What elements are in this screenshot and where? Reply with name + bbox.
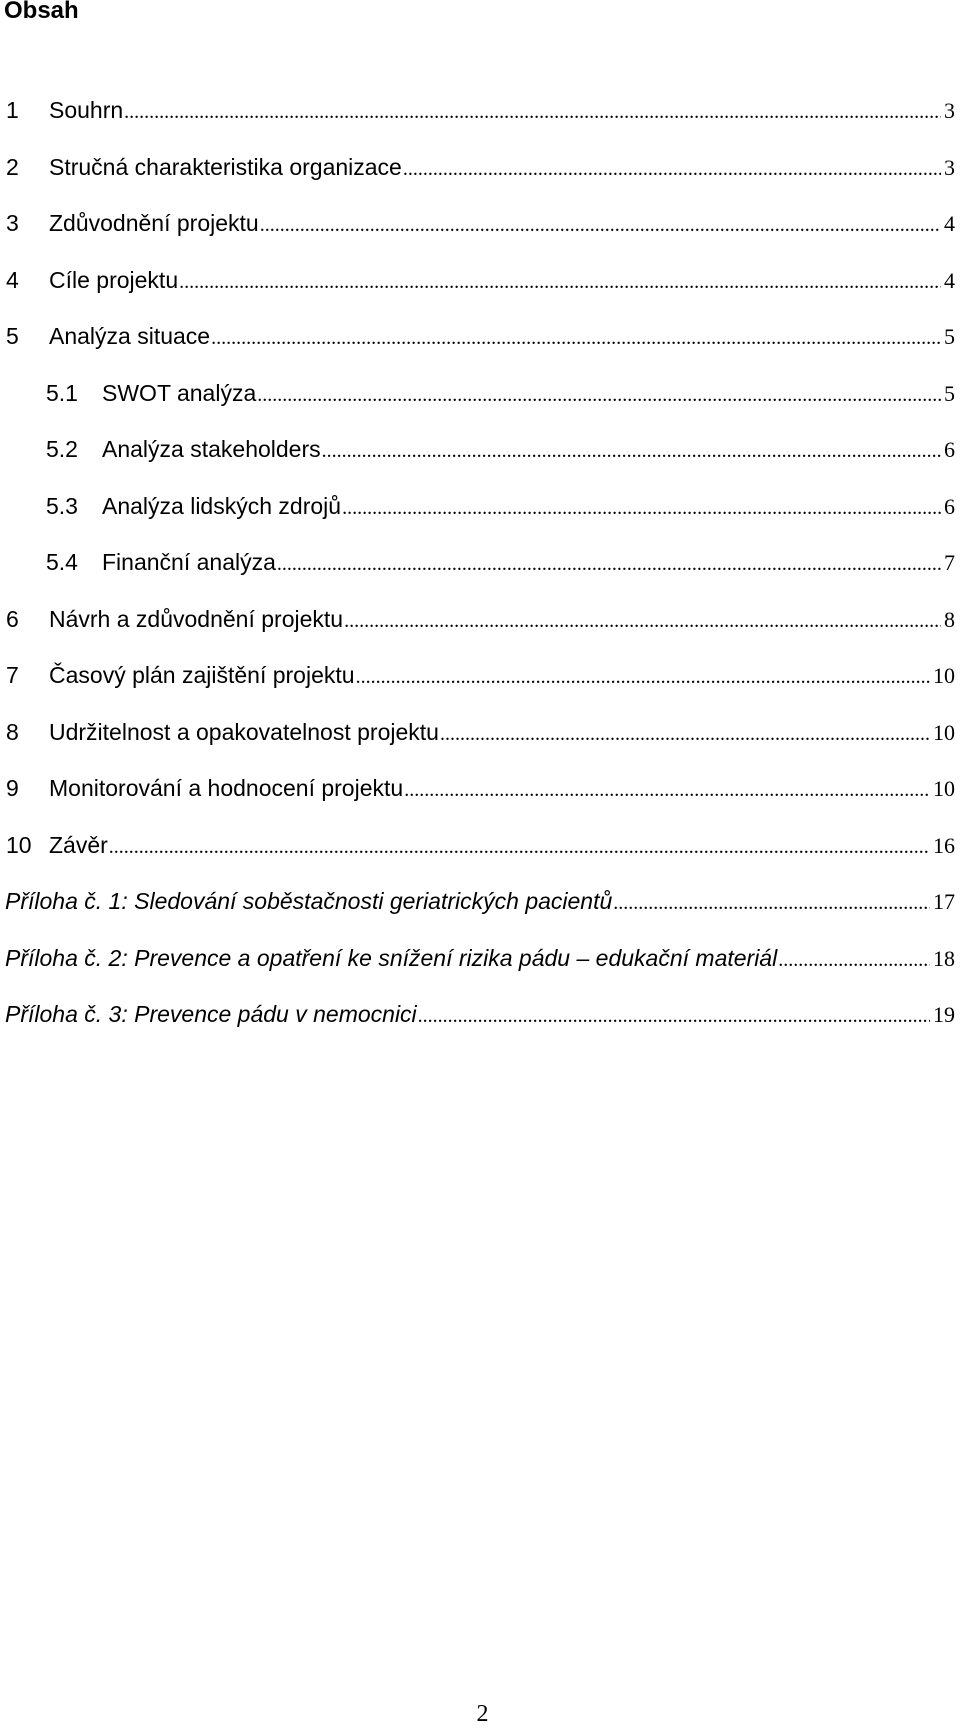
toc-dot-leader (440, 720, 930, 748)
toc-entry[interactable] (0, 209, 960, 266)
toc-entry-title: Monitorování a hodnocení projektu (49, 775, 404, 801)
toc-entry-number: 3 (6, 210, 19, 236)
toc-entry-page: 10 (933, 663, 955, 688)
toc-entry-page: 3 (944, 98, 955, 123)
toc-entry-title: Příloha č. 1: Sledování soběstačnosti geriatrických pacientů (5, 888, 613, 914)
toc-entry-number: 5.4 (46, 549, 78, 575)
toc-dot-leader (322, 437, 941, 465)
toc-dot-leader (277, 550, 941, 578)
toc-entry-number: 4 (6, 266, 19, 293)
table-of-contents (0, 96, 960, 1057)
toc-entry-number: 10 (6, 831, 32, 858)
toc-entry-page: 10 (933, 776, 955, 801)
toc-entry[interactable] (0, 96, 960, 153)
toc-entry-title: Cíle projektu (49, 266, 179, 293)
toc-entry-number: 5 (6, 323, 19, 349)
toc-entry[interactable] (0, 548, 960, 605)
toc-entry-title: Stručná charakteristika organizace (49, 153, 402, 180)
toc-entry[interactable] (0, 887, 960, 944)
toc-dot-leader (342, 494, 941, 522)
toc-entry-page: 4 (944, 267, 955, 293)
toc-entry-title: Souhrn (49, 97, 124, 123)
toc-entry-number: 5.2 (46, 436, 78, 462)
toc-dot-leader (179, 268, 941, 296)
toc-entry[interactable] (0, 379, 960, 436)
toc-dot-leader (356, 663, 930, 691)
toc-entry-page: 10 (933, 719, 955, 745)
toc-entry-title: SWOT analýza (102, 379, 257, 406)
toc-dot-leader (124, 98, 941, 126)
toc-entry-page: 19 (933, 1002, 955, 1027)
toc-dot-leader (344, 607, 941, 635)
toc-dot-leader (613, 889, 930, 917)
footer-page-number: 2 (476, 1701, 489, 1727)
toc-entry-title: Časový plán zajištění projektu (49, 662, 355, 688)
toc-entry-page: 18 (933, 945, 955, 971)
toc-dot-leader (403, 155, 941, 183)
toc-entry[interactable] (0, 1000, 960, 1057)
toc-entry[interactable] (0, 492, 960, 549)
toc-dot-leader (418, 1002, 930, 1030)
toc-entry-page: 5 (944, 380, 955, 406)
toc-entry-number: 9 (6, 775, 19, 801)
toc-dot-leader (260, 211, 941, 239)
toc-dot-leader (211, 324, 941, 352)
toc-entry-title: Udržitelnost a opakovatelnost projektu (49, 718, 439, 745)
toc-entry-number: 1 (6, 97, 19, 123)
toc-entry[interactable] (0, 831, 960, 888)
toc-dot-leader (257, 381, 941, 409)
toc-dot-leader (404, 776, 930, 804)
toc-entry[interactable] (0, 661, 960, 718)
toc-entry-title: Příloha č. 3: Prevence pádu v nemocnici (5, 1001, 417, 1027)
toc-entry-title: Příloha č. 2: Prevence a opatření ke snížení rizika pádu – edukační materiál (5, 944, 778, 971)
toc-entry[interactable] (0, 605, 960, 662)
toc-entry-page: 17 (933, 889, 955, 914)
toc-entry-title: Zdůvodnění projektu (49, 210, 259, 236)
toc-entry-title: Návrh a zdůvodnění projektu (49, 605, 344, 632)
toc-entry-number: 7 (6, 662, 19, 688)
toc-entry-page: 8 (944, 606, 955, 632)
toc-entry-number: 6 (6, 605, 19, 632)
toc-dot-leader (109, 833, 930, 861)
toc-entry-title: Závěr (49, 831, 108, 858)
toc-entry-page: 3 (944, 154, 955, 180)
page-title: Obsah (4, 0, 79, 24)
toc-entry[interactable] (0, 774, 960, 831)
toc-entry[interactable] (0, 153, 960, 210)
toc-entry[interactable] (0, 266, 960, 323)
toc-entry-title: Analýza stakeholders (102, 436, 321, 462)
toc-entry-page: 6 (944, 437, 955, 462)
toc-entry-number: 5.1 (46, 379, 78, 406)
toc-entry-number: 2 (6, 153, 19, 180)
toc-entry-number: 5.3 (46, 492, 78, 519)
toc-dot-leader (778, 946, 930, 974)
toc-entry-page: 5 (944, 324, 955, 349)
toc-entry[interactable] (0, 944, 960, 1001)
toc-entry-page: 7 (944, 550, 955, 575)
toc-entry-title: Analýza situace (49, 323, 211, 349)
toc-entry[interactable] (0, 718, 960, 775)
toc-entry-page: 6 (944, 493, 955, 519)
toc-entry-title: Finanční analýza (102, 549, 276, 575)
toc-entry-page: 16 (933, 832, 955, 858)
toc-entry-title: Analýza lidských zdrojů (102, 492, 342, 519)
toc-entry[interactable] (0, 322, 960, 379)
toc-entry-number: 8 (6, 718, 19, 745)
toc-entry[interactable] (0, 435, 960, 492)
toc-entry-page: 4 (944, 211, 955, 236)
